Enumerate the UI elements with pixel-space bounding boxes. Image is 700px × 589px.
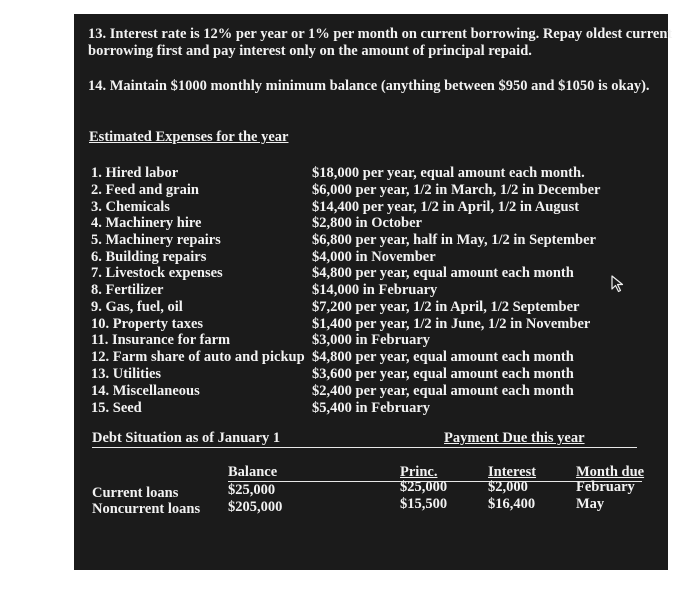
loan-month-due: May: [576, 496, 605, 512]
col-interest-header: Interest: [488, 464, 537, 480]
col-month-header: Month due: [576, 464, 645, 480]
loan-interest: $2,000: [488, 479, 528, 495]
expense-label: 6. Building repairs: [91, 249, 207, 265]
expense-label: 5. Machinery repairs: [91, 232, 221, 248]
col-balance-header: Balance: [228, 464, 278, 480]
frame-top: [0, 0, 700, 14]
loan-name: Noncurrent loans: [92, 501, 201, 517]
expense-label: 2. Feed and grain: [91, 182, 199, 198]
expense-detail: $2,400 per year, equal amount each month: [312, 383, 574, 399]
expense-label: 13. Utilities: [91, 366, 162, 382]
loan-balance: $205,000: [228, 499, 283, 515]
expense-label: 8. Fertilizer: [91, 282, 164, 298]
expense-detail: $3,000 in February: [312, 332, 431, 348]
note-13-line-2: borrowing first and pay interest only on the amount of principal repaid.: [88, 43, 532, 59]
expense-label: 11. Insurance for farm: [91, 332, 231, 348]
mouse-cursor-icon: [611, 275, 625, 293]
expense-detail: $4,800 per year, equal amount each month: [312, 265, 574, 281]
expense-label: 4. Machinery hire: [91, 215, 202, 231]
debt-heading-rule: [92, 447, 637, 448]
expense-label: 10. Property taxes: [91, 316, 204, 332]
expense-detail: $4,000 in November: [312, 249, 436, 265]
loan-name: Current loans: [92, 485, 179, 501]
frame-left: [0, 0, 74, 589]
expense-label: 12. Farm share of auto and pickup: [91, 349, 305, 365]
expense-label: 7. Livestock expenses: [91, 265, 223, 281]
loan-interest: $16,400: [488, 496, 536, 512]
expense-label: 9. Gas, fuel, oil: [91, 299, 183, 315]
frame-right: [668, 0, 700, 589]
col-princ-header: Princ.: [400, 464, 438, 480]
expenses-heading: Estimated Expenses for the year: [89, 129, 289, 145]
expense-detail: $14,000 in February: [312, 282, 438, 298]
loan-principal: $25,000: [400, 479, 448, 495]
expense-label: 1. Hired labor: [91, 165, 179, 181]
expense-detail: $7,200 per year, 1/2 in April, 1/2 September: [312, 299, 580, 315]
expense-detail: $2,800 in October: [312, 215, 422, 231]
expense-label: 15. Seed: [91, 400, 142, 416]
note-14: 14. Maintain $1000 monthly minimum balance (anything between $950 and $1050 is okay).: [88, 78, 650, 94]
expense-detail: $14,400 per year, 1/2 in April, 1/2 in August: [312, 199, 580, 215]
expense-label: 3. Chemicals: [91, 199, 170, 215]
loan-balance: $25,000: [228, 482, 276, 498]
note-13-line-1: 13. Interest rate is 12% per year or 1% per month on current borrowing. Repay oldest current: [88, 26, 673, 42]
debt-heading: Debt Situation as of January 1: [92, 430, 281, 446]
expense-detail: $18,000 per year, equal amount each month.: [312, 165, 585, 181]
expense-detail: $3,600 per year, equal amount each month: [312, 366, 574, 382]
expense-label: 14. Miscellaneous: [91, 383, 200, 399]
payment-due-heading: Payment Due this year: [444, 430, 585, 446]
expense-detail: $1,400 per year, 1/2 in June, 1/2 in November: [312, 316, 591, 332]
loan-principal: $15,500: [400, 496, 448, 512]
frame-bottom: [0, 570, 700, 589]
expense-detail: $4,800 per year, equal amount each month: [312, 349, 574, 365]
expense-detail: $6,800 per year, half in May, 1/2 in September: [312, 232, 596, 248]
expense-detail: $6,000 per year, 1/2 in March, 1/2 in December: [312, 182, 601, 198]
expense-detail: $5,400 in February: [312, 400, 431, 416]
loan-month-due: February: [576, 479, 635, 495]
